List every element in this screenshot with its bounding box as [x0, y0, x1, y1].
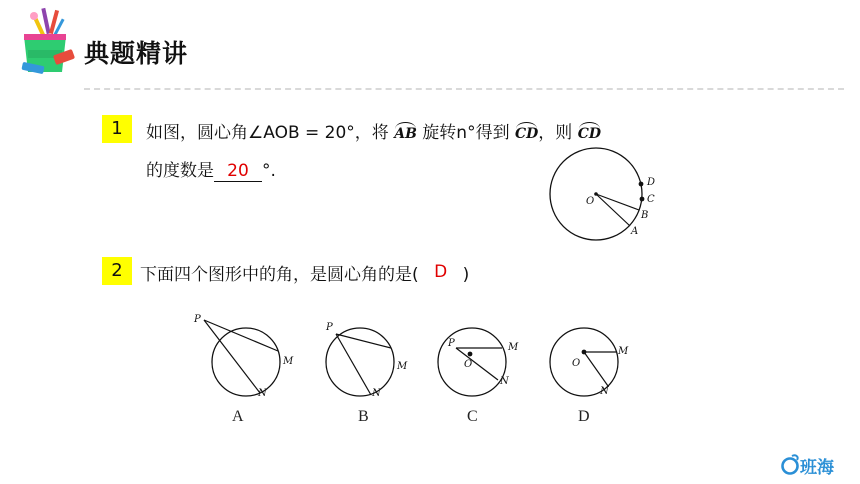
option-c-letter: C	[467, 408, 478, 425]
option-d-figure	[538, 308, 648, 426]
q1-label-d: D	[647, 177, 656, 188]
option-a-letter: A	[232, 408, 244, 425]
option-c-figure	[426, 308, 536, 426]
brand-name: 班海	[800, 458, 834, 478]
option-d-label-n: N	[600, 386, 609, 397]
option-d-label-o: O	[572, 358, 581, 369]
q1-label-b: B	[641, 210, 649, 221]
arc-cd-label-2: CD	[578, 122, 601, 142]
q1-text-prefix: 如图，圆心角∠AOB = 20°，将	[146, 123, 395, 143]
option-b-label-m: M	[397, 361, 408, 372]
option-c-label-n: N	[500, 376, 509, 387]
option-b-letter: B	[358, 408, 369, 425]
q2-text: 下面四个图形中的角，是圆心角的是(	[140, 265, 419, 285]
option-c-label-o: O	[464, 359, 473, 370]
q1-text-line2-prefix: 的度数是	[146, 161, 214, 181]
q1-text-mid2: ，则	[538, 123, 578, 143]
arc-ab-label: AB	[394, 122, 417, 142]
pencil-cup-icon	[14, 6, 76, 78]
arc-cd-label: CD	[515, 122, 538, 142]
q1-text-line2-suffix: °.	[262, 161, 276, 181]
question-number-2: 2	[102, 257, 132, 285]
q2-close-paren: )	[462, 265, 470, 285]
option-b-label-p: P	[326, 322, 333, 333]
question-number-1: 1	[102, 115, 132, 143]
option-a-label-m: M	[283, 356, 294, 367]
option-d-label-m: M	[618, 346, 629, 357]
option-a-figure	[186, 308, 296, 426]
q2-answer: D	[434, 262, 448, 282]
option-c-label-m: M	[508, 342, 519, 353]
brand-logo-icon	[780, 453, 800, 477]
option-a-label-p: P	[194, 314, 201, 325]
question-2-text	[140, 260, 469, 285]
option-b-label-n: N	[372, 388, 381, 399]
option-a-label-n: N	[258, 388, 267, 399]
q1-answer: 20	[227, 161, 249, 181]
brand-logo	[780, 452, 852, 478]
q1-circle-figure	[548, 146, 660, 246]
option-b-figure	[318, 308, 428, 426]
q1-text-mid: 旋转n°得到	[416, 123, 515, 143]
page-title: 典题精讲	[84, 39, 189, 68]
header-divider	[84, 88, 844, 90]
question-1-line-1	[146, 118, 601, 143]
q1-label-c: C	[647, 194, 655, 205]
option-d-letter: D	[578, 408, 590, 425]
q1-label-a: A	[631, 226, 639, 237]
option-c-label-p: P	[448, 338, 455, 349]
question-1-line-2	[146, 156, 276, 182]
q1-label-o: O	[586, 196, 595, 207]
q1-answer-blank	[214, 161, 262, 182]
